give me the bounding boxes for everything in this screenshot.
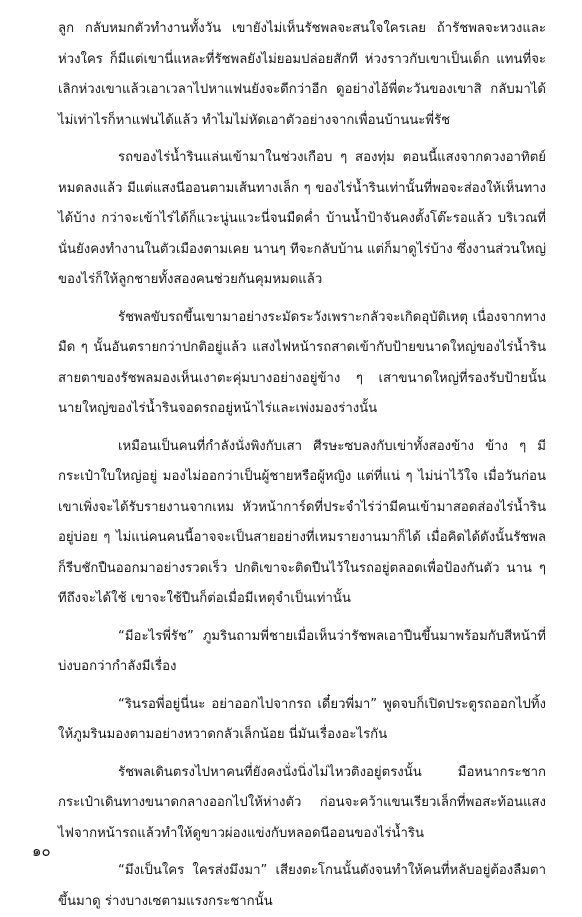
paragraph-5: “มีอะไรพี่รัช” ภูมรินถามพี่ชายเมื่อเห็นว่ารัชพลเอาปืนขึ้นมาพร้อมกับสีหน้าที่บ่งบอกว่ากำลังมีเรื่อง [58,628,546,674]
paragraph-7: รัชพลเดินตรงไปหาคนที่ยังคงนั่งนิ่งไม่ไหวติงอยู่ตรงนั้น มือหนากระชากกระเป๋าเดินทางขนาดกลางออกไปให้ห่างตัว ก่อนจะคว้าแขนเรียวเล็กที่พอสะท้อนแสงไฟจากหน้ารถแล้วทำให้ดูขาวผ่องแข่งกับหลอดนีออนของไร่น้ำริน [58,764,546,841]
paragraph-3: รัชพลขับรถขึ้นเขามาอย่างระมัดระวังเพราะกลัวจะเกิดอุบัติเหตุ เนื่องจากทางมืด ๆ นั้นอันตรายกว่าปกติอยู่แล้ว แสงไฟหน้ารถสาดเข้ากับป้ายขนาดใหญ่ของไร่น้ำริน สายตาของรัชพลมองเห็นเงาตะคุ่มบางอย่างอยู่ข้าง ๆ เสาขนาดใหญ่ที่รองรับป้ายนั้น นายใหญ่ของไร่น้ำรินจอดรถอยู่หน้าไร่และเพ่งมองร่างนั้น [58,309,546,416]
paragraph-1: ลูก กลับหมกตัวทำงานทั้งวัน เขายังไม่เห็นรัชพลจะสนใจใครเลย ถ้ารัชพลจะหวงและห่วงใคร ก็มีแต่เขานี่แหละที่รัชพลยังไม่ยอมปล่อยสักที ห่วงราวกับเขาเป็นเด็ก แทนที่จะเลิกห่วงเขาแล้วเอาเวลาไปหาแฟนยังจะดีกว่าอีก ดูอย่างไอ้พี่ตะวันของเขาสิ กลับมาได้ไม่เท่าไรก็หาแฟนได้แล้ว ทำไมไม่หัดเอาตัวอย่างจากเพื่อนบ้านนะพี่รัช [58,21,546,128]
paragraph-2: รถของไร่น้ำรินแล่นเข้ามาในช่วงเกือบ ๆ สองทุ่ม ตอนนี้แสงจากดวงอาทิตย์หมดลงแล้ว มีแต่แสงนีออนตามเส้นทางเล็ก ๆ ของไร่น้ำรินเท่านั้นที่พอจะส่องให้เห็นทางได้บ้าง กว่าจะเข้าไร่ได้ก็แวะนู่นแวะนี่จนมืดค่ำ บ้านน้ำป้าจันคงตั้งโต๊ะรอแล้ว บริเวณที่นั่นยังคงทำงานในตัวเมืองตามเคย นานๆ ทีจะกลับบ้าน แต่ก็มาดูไร่บ้าง ซึ่งงานส่วนใหญ่ของไร่ก็ให้ลูกชายทั้งสองคนช่วยกันคุมหมดแล้ว [58,150,546,287]
paragraph-6: “รินรอพี่อยู่นี่นะ อย่าออกไปจากรถ เดี๋ยวพี่มา” พูดจบก็เปิดประตูรถออกไปทิ้งให้ภูมรินมองตามอย่างหวาดกลัวเล็กน้อย นี่มันเรื่องอะไรกัน [58,696,546,742]
paragraph-8: “มึงเป็นใคร ใครส่งมึงมา” เสียงตะโกนนั้นดังจนทำให้คนที่หลับอยู่ต้องลืมตาขึ้นมาดู ร่างบางเซตามแรงกระชากนั้น [58,863,546,909]
paragraph-4: เหมือนเป็นคนที่กำลังนั่งพิงกับเสา ศีรษะซบลงกับเข่าทั้งสองข้าง ข้าง ๆ มีกระเป๋าใบใหญ่อยู่ มองไม่ออกว่าเป็นผู้ชายหรือผู้หญิง แต่ที่แน่ ๆ ไม่น่าไว้ใจ เมื่อวันก่อนเขาเพิ่งจะได้รับรายงานจากเหม หัวหน้าการ์ดที่ประจำไร่ว่ามีคนเข้ามาสอดส่องไร่น้ำรินอยู่บ่อย ๆ ไม่แน่คนคนนี้อาจจะเป็นสายอย่างที่เหมรายงานมาก็ได้ เมื่อคิดได้ดังนั้นรัชพลก็รีบชักปืนออกมาอย่างรวดเร็ว ปกติเขาจะติดปืนไว้ในรถอยู่ตลอดเพื่อป้องกันตัว นาน ๆ ทีถึงจะได้ใช้ เขาจะใช้ปืนก็ต่อเมื่อมีเหตุจำเป็นเท่านั้น [58,438,546,606]
page-number: ๑๐ [32,842,51,860]
